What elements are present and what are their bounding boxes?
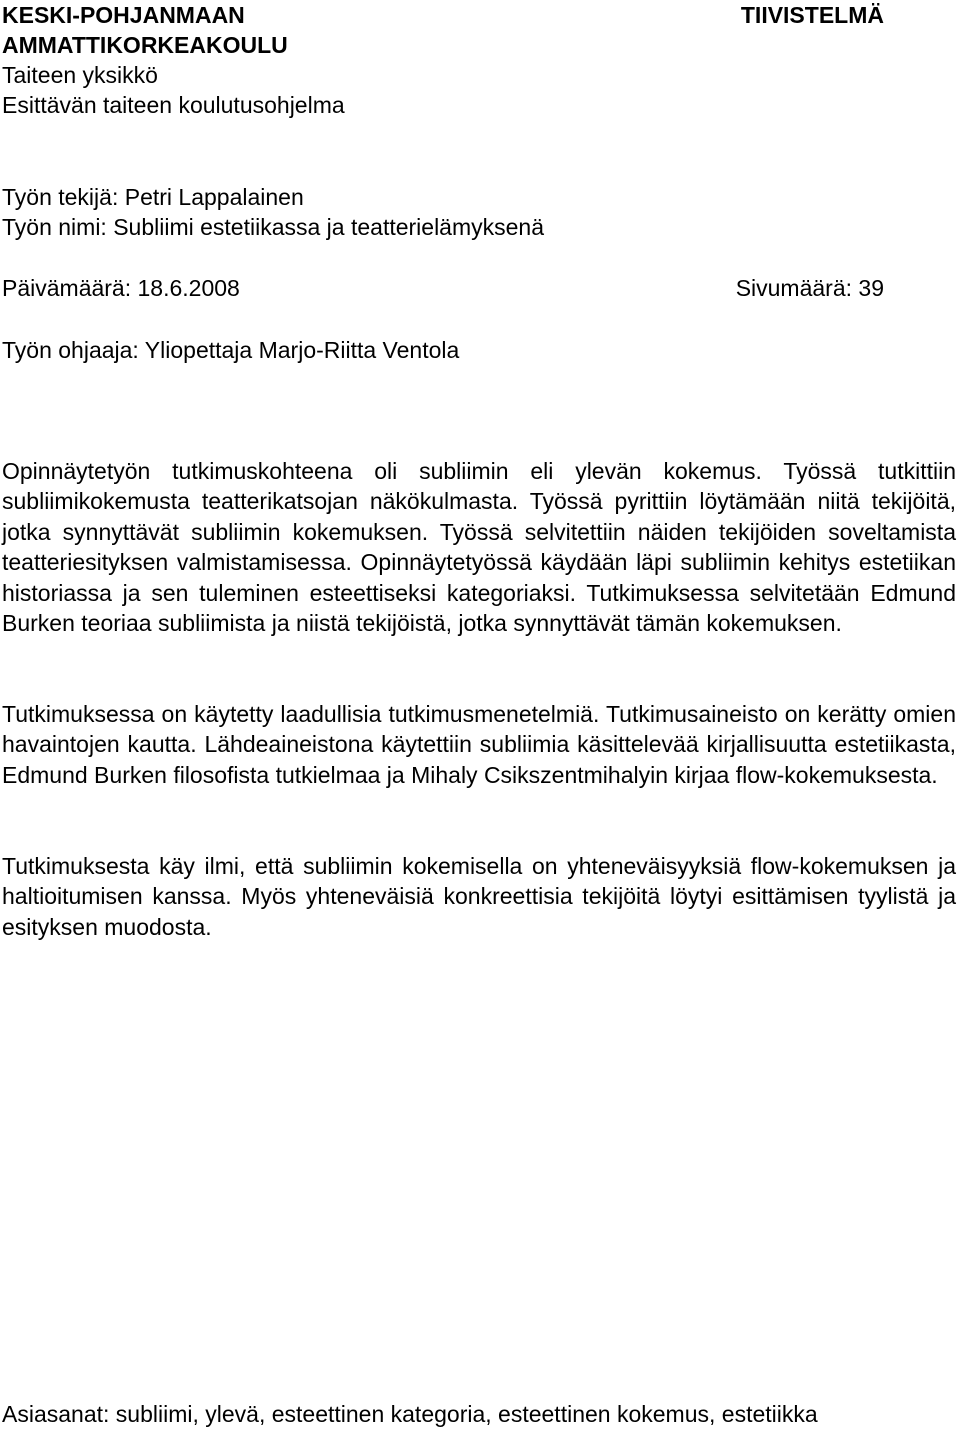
document-type: TIIVISTELMÄ (740, 2, 884, 28)
date-line: Päivämäärä: 18.6.2008 (2, 275, 240, 301)
institution-name-line1: KESKI-POHJANMAAN (2, 2, 245, 28)
programme-name: Esittävän taiteen koulutusohjelma (2, 92, 345, 118)
institution-name-line2: AMMATTIKORKEAKOULU (2, 32, 288, 58)
thesis-title-line: Työn nimi: Subliimi estetiikassa ja teatterielämyksenä (2, 214, 545, 240)
supervisor-line: Työn ohjaaja: Yliopettaja Marjo-Riitta Ventola (2, 337, 460, 363)
keywords-line: Asiasanat: subliimi, ylevä, esteettinen kategoria, esteettinen kokemus, estetiikka (2, 1401, 818, 1427)
author-line: Työn tekijä: Petri Lappalainen (2, 184, 304, 210)
page-count-line: Sivumäärä: 39 (735, 275, 884, 301)
abstract-paragraph-1: Opinnäytetyön tutkimuskohteena oli subliimin eli ylevän kokemus. Työssä tutkittiin subliimikokemusta teatterikatsojan näkökulmasta. Työssä pyrittiin löytämään niitä tekijöitä, jotka synnyttävät subliimin kokemuksen. Työssä selvitettiin näiden tekijöiden soveltamista teatteriesityksen valmistamisessa. Opinnäytetyössä käydään läpi subliimin kehitys estetiikan historiassa ja sen tuleminen esteettiseksi kategoriaksi. Tutkimuksessa selvitetään Edmund Burken teoriaa subliimista ja niistä tekijöistä, jotka synnyttävät tämän kokemuksen. (2, 458, 956, 637)
abstract-paragraph-2: Tutkimuksessa on käytetty laadullisia tutkimusmenetelmiä. Tutkimusaineisto on kerätty omien havaintojen kautta. Lähdeaineistona käytettiin subliimia käsittelevää kirjallisuutta estetiikasta, Edmund Burken filosofista tutkielmaa ja Mihaly Csikszentmihalyin kirjaa flow-kokemuksesta. (2, 701, 956, 788)
unit-name: Taiteen yksikkö (2, 62, 158, 88)
abstract-paragraph-3: Tutkimuksesta käy ilmi, että subliimin kokemisella on yhteneväisyyksiä flow-kokemuksen ja haltioitumisen kanssa. Myös yhteneväisiä konkreettisia tekijöitä löytyi esittämisen tyylistä ja esityksen muodosta. (2, 853, 956, 940)
